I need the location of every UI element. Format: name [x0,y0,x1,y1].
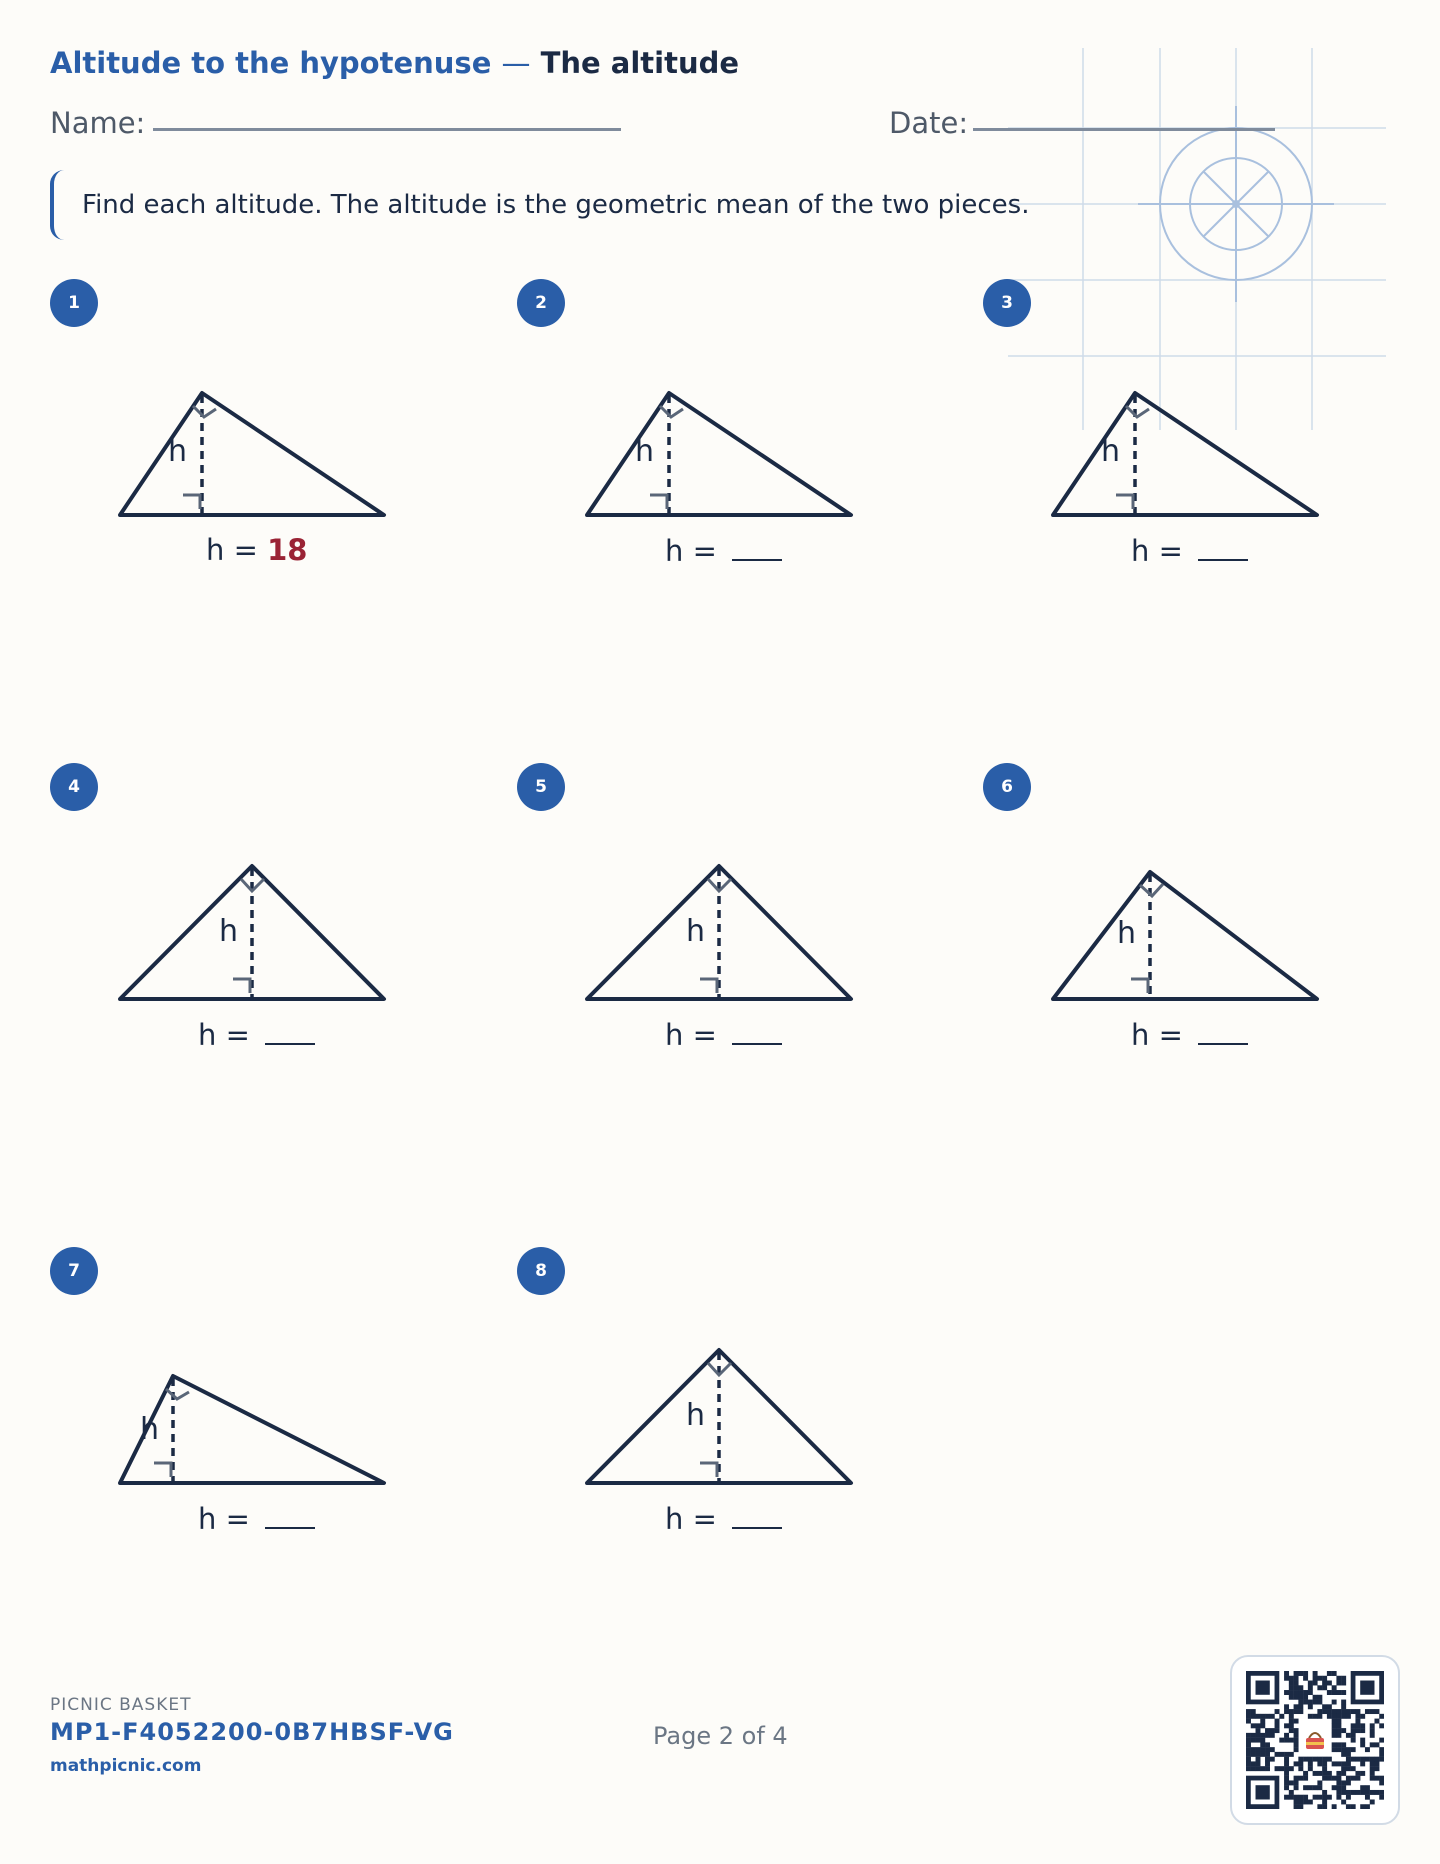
problem-number-badge: 8 [517,1247,565,1295]
problem-5 [517,763,987,1243]
triangle-diagram [50,1317,450,1497]
problem-8 [517,1247,987,1727]
answer-blank[interactable] [1198,533,1248,561]
answer-blank[interactable] [1198,1017,1248,1045]
answer-blank[interactable] [732,533,782,561]
answer-line [1131,533,1248,568]
altitude-label: h [1101,434,1121,469]
triangle-diagram [983,349,1383,529]
answer-blank[interactable] [732,1501,782,1529]
title-main: Altitude to the hypotenuse [50,46,492,80]
date-label: Date: [889,106,969,140]
problem-number-badge: 6 [983,763,1031,811]
problem-2 [517,279,987,759]
answer-blank[interactable] [732,1017,782,1045]
problem-4 [50,763,520,1243]
date-field-line[interactable] [973,128,1275,131]
triangle-diagram [517,833,917,1013]
answer-line [206,533,307,567]
instruction-bracket [50,170,68,240]
triangle-diagram [50,349,450,529]
qr-code-card [1230,1655,1400,1825]
problem-number-badge: 1 [50,279,98,327]
problem-1 [50,279,520,759]
answer-blank[interactable] [265,1501,315,1529]
answer-line [198,1501,315,1536]
answer-line [665,1501,782,1536]
altitude-label: h [219,914,239,949]
answer-value[interactable]: 18 [267,533,308,567]
altitude-label: h [1117,916,1137,951]
answer-blank[interactable] [265,1017,315,1045]
answer-line [665,533,782,568]
problem-number-badge: 4 [50,763,98,811]
name-label: Name: [50,106,146,140]
footer-brand: PICNIC BASKET [50,1695,192,1715]
problem-3 [983,279,1440,759]
altitude-label: h [686,914,706,949]
answer-line [1131,1017,1248,1052]
answer-prefix: h = [665,1018,717,1052]
problem-number-badge: 7 [50,1247,98,1295]
altitude-label: h [635,434,655,469]
answer-prefix: h = [198,1502,250,1536]
name-field-line[interactable] [153,128,621,131]
answer-prefix: h = [665,534,717,568]
answer-prefix: h = [1131,1018,1183,1052]
title-sub: The altitude [540,46,740,80]
problem-number-badge: 2 [517,279,565,327]
altitude-label: h [140,1412,160,1447]
problem-number-badge: 5 [517,763,565,811]
answer-line [198,1017,315,1052]
problem-6 [983,763,1440,1243]
title-separator: — [501,46,531,80]
problem-number-badge: 3 [983,279,1031,327]
worksheet-code: MP1-F4052200-0B7HBSF-VG [50,1718,454,1746]
worksheet-title [50,46,739,80]
answer-line [665,1017,782,1052]
triangle-diagram [517,349,917,529]
answer-prefix: h = [198,1018,250,1052]
qr-code [1246,1671,1384,1809]
answer-prefix: h = [206,533,258,567]
instructions-text: Find each altitude. The altitude is the geometric mean of the two pieces. [82,190,1030,220]
footer-url-link[interactable]: mathpicnic.com [50,1756,202,1776]
triangle-diagram [983,833,1383,1013]
problem-7 [50,1247,520,1727]
triangle-diagram [50,833,450,1013]
altitude-label: h [686,1398,706,1433]
altitude-label: h [168,434,188,469]
page-indicator: Page 2 of 4 [653,1722,788,1750]
triangle-diagram [517,1317,917,1497]
answer-prefix: h = [1131,534,1183,568]
answer-prefix: h = [665,1502,717,1536]
